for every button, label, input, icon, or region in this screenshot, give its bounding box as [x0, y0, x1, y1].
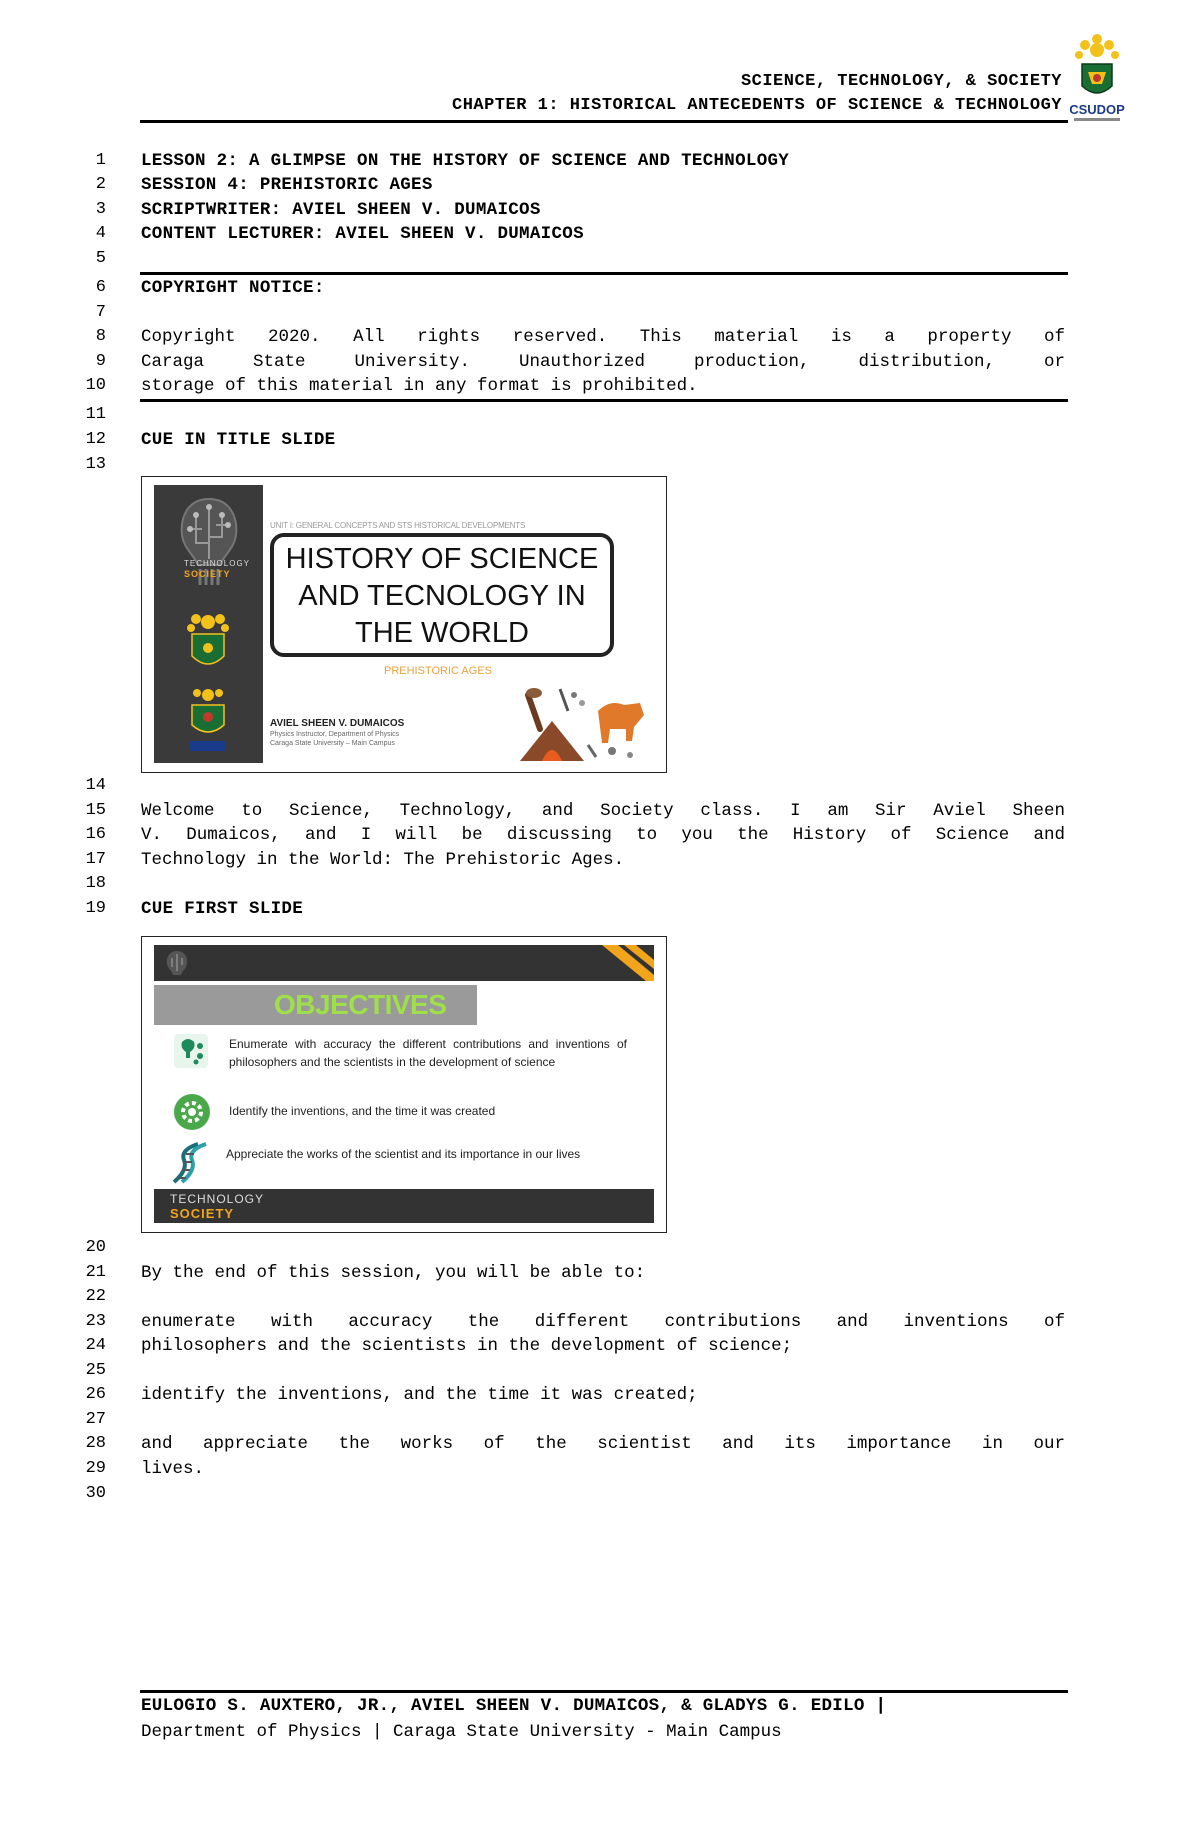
line-number: 16 — [85, 825, 106, 844]
csudop-seal-icon — [184, 685, 232, 755]
welcome-line: Welcome to Science, Technology, and Society class. I am Sir Aviel Sheen — [141, 801, 1065, 821]
line-number: 15 — [85, 801, 106, 820]
objectives-title: OBJECTIVES — [274, 989, 447, 1020]
objectives-title-bar — [154, 985, 477, 1025]
line-number: 9 — [95, 352, 106, 371]
slide-unit-label: UNIT I: GENERAL CONCEPTS AND STS HISTORICAL DEVELOPMENTS — [270, 521, 526, 530]
objective-item-3: Appreciate the works of the scientist and its importance in our lives — [226, 1147, 581, 1161]
scriptwriter: SCRIPTWRITER: AVIEL SHEEN V. DUMAICOS — [141, 200, 541, 220]
footer-rule — [140, 1690, 1068, 1693]
line-number: 11 — [85, 405, 106, 424]
objective-text-line: lives. — [141, 1459, 205, 1479]
slide-title-box — [270, 533, 614, 657]
footer-authors: EULOGIO S. AUXTERO, JR., AVIEL SHEEN V. DUMAICOS, & GLADYS G. EDILO | — [141, 1696, 887, 1716]
copyright-bottom-rule — [140, 399, 1068, 402]
copyright-line: Caraga State University. Unauthorized production, distribution, or — [141, 352, 1065, 372]
footer-department: Department of Physics | Caraga State University - Main Campus — [141, 1722, 782, 1742]
copyright-heading: COPYRIGHT NOTICE: — [141, 278, 325, 298]
line-number: 10 — [85, 376, 106, 395]
prehistoric-tools-illustration — [512, 681, 660, 765]
header-rule — [140, 120, 1068, 123]
lesson-title: LESSON 2: A GLIMPSE ON THE HISTORY OF SCIENCE AND TECHNOLOGY — [141, 151, 790, 171]
line-number: 30 — [85, 1484, 106, 1503]
slide-title-line: HISTORY OF SCIENCE — [285, 543, 599, 575]
cue-title-slide: CUE IN TITLE SLIDE — [141, 430, 336, 450]
objective-text-line: philosophers and the scientists in the development of science; — [141, 1336, 793, 1356]
session-intro: By the end of this session, you will be able to: — [141, 1263, 646, 1283]
line-number: 28 — [85, 1434, 106, 1453]
line-number: 27 — [85, 1410, 106, 1429]
slide-author-role: Physics Instructor, Department of Physics — [270, 731, 400, 738]
line-number: 19 — [85, 899, 106, 918]
header-course-title: SCIENCE, TECHNOLOGY, & SOCIETY — [740, 72, 1062, 91]
circuit-head-small-icon — [162, 949, 192, 977]
corner-stripes-decoration — [594, 945, 654, 981]
line-number: 18 — [85, 874, 106, 893]
line-number: 13 — [85, 455, 106, 474]
content-lecturer: CONTENT LECTURER: AVIEL SHEEN V. DUMAICOS — [141, 224, 584, 244]
objective-text-line: enumerate with accuracy the different contributions and inventions of — [141, 1312, 1065, 1332]
slide-bottom-bar — [154, 1189, 654, 1223]
line-number: 25 — [85, 1361, 106, 1380]
footer-technology-text: TECHNOLOGY — [170, 1192, 265, 1206]
session-title: SESSION 4: PREHISTORIC AGES — [141, 175, 433, 195]
csu-seal-icon — [184, 610, 232, 676]
line-number: 29 — [85, 1459, 106, 1478]
line-number: 7 — [95, 303, 106, 322]
line-number: 21 — [85, 1263, 106, 1282]
university-logo — [1068, 34, 1126, 126]
slide-subtitle: PREHISTORIC AGES — [384, 665, 492, 677]
objective-text-line: and appreciate the works of the scientist and its importance in our — [141, 1434, 1065, 1454]
line-number: 8 — [95, 327, 106, 346]
copyright-line: Copyright 2020. All rights reserved. This material is a property of — [141, 327, 1065, 347]
dna-icon — [168, 1140, 218, 1186]
cue-first-slide: CUE FIRST SLIDE — [141, 899, 304, 919]
line-number: 23 — [85, 1312, 106, 1331]
header-chapter-title: CHAPTER 1: HISTORICAL ANTECEDENTS OF SCIENCE & TECHNOLOGY — [452, 96, 1062, 115]
objective-item-1: Enumerate with accuracy the different contributions and inventions of philosophers and the scientists in the development of science — [229, 1037, 627, 1069]
objective-text-line: identify the inventions, and the time it was created; — [141, 1385, 698, 1405]
line-number: 3 — [95, 200, 106, 219]
copyright-line: storage of this material in any format is prohibited. — [141, 376, 698, 396]
line-number: 26 — [85, 1385, 106, 1404]
welcome-line: Technology in the World: The Prehistoric Ages. — [141, 850, 625, 870]
line-number: 6 — [95, 278, 106, 297]
line-number: 2 — [95, 175, 106, 194]
side-society-text: SOCIETY — [184, 569, 231, 579]
copyright-top-rule — [140, 272, 1068, 275]
slide-title-line: THE WORLD — [355, 617, 529, 649]
line-number: 24 — [85, 1336, 106, 1355]
line-number: 5 — [95, 249, 106, 268]
line-number: 12 — [85, 430, 106, 449]
logo-text: CSUDOP — [1069, 102, 1125, 117]
gear-icon — [172, 1092, 212, 1132]
slide-side-panel — [154, 485, 263, 763]
slide-author: AVIEL SHEEN V. DUMAICOS — [270, 718, 405, 729]
line-number: 14 — [85, 776, 106, 795]
ideas-icon — [172, 1032, 210, 1070]
slide-title-line: AND TECNOLOGY IN — [298, 580, 586, 612]
slide-top-bar — [154, 945, 654, 981]
welcome-line: V. Dumaicos, and I will be discussing to you the History of Science and — [141, 825, 1065, 845]
line-number: 17 — [85, 850, 106, 869]
line-number: 22 — [85, 1287, 106, 1306]
side-technology-text: TECHNOLOGY — [184, 559, 251, 568]
objective-item-2: Identify the inventions, and the time it was created — [229, 1104, 496, 1118]
footer-society-text: SOCIETY — [170, 1206, 235, 1221]
line-number: 1 — [95, 151, 106, 170]
slide-author-org: Caraga State University – Main Campus — [270, 740, 395, 747]
title-slide-image — [141, 476, 667, 773]
line-number: 20 — [85, 1238, 106, 1257]
line-number: 4 — [95, 224, 106, 243]
objectives-slide-image — [141, 936, 667, 1233]
